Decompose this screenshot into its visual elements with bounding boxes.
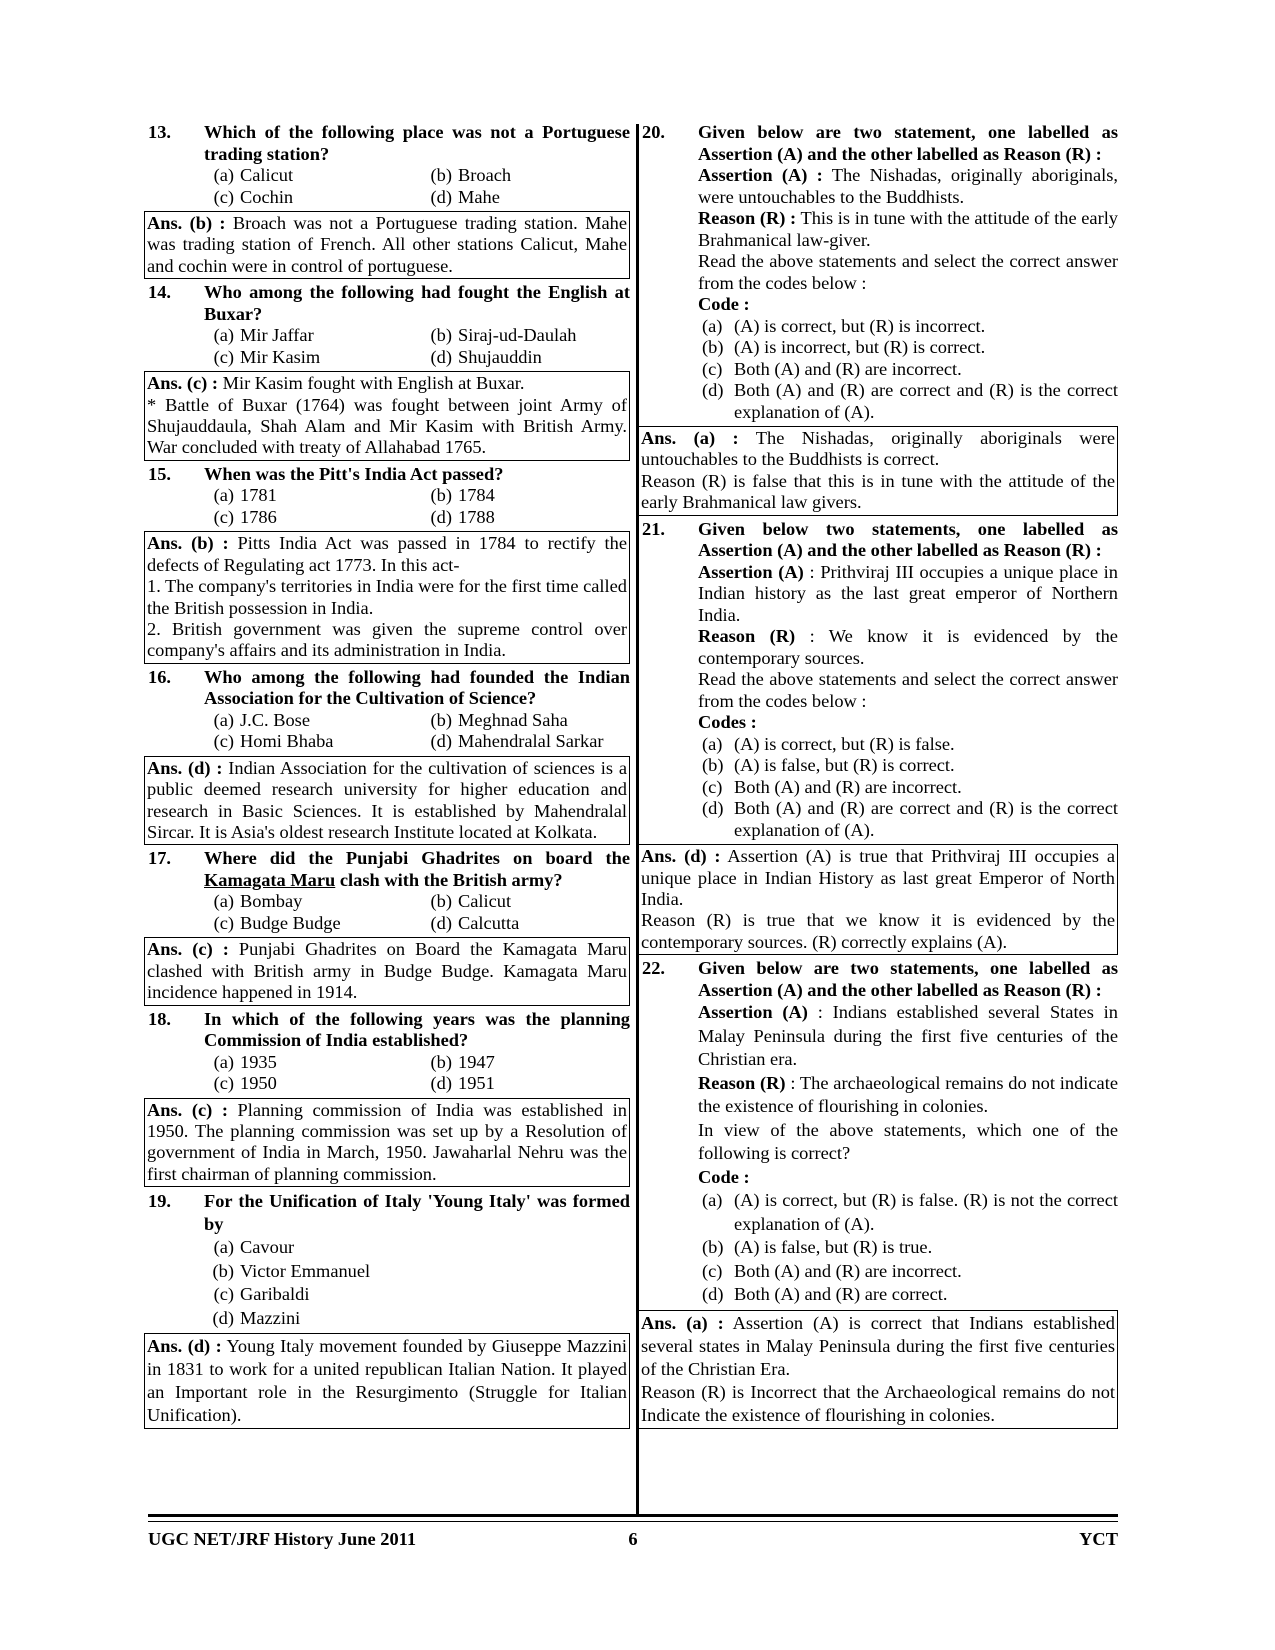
option-b: (b) (A) is incorrect, but (R) is correct.	[702, 337, 986, 357]
option-c: (c) Both (A) and (R) are incorrect.	[702, 1260, 962, 1281]
answer-point-1: 1. The company's territories in India were for the first time called the British possession in India.	[147, 576, 627, 618]
option-b: (b) Broach	[430, 165, 512, 185]
answer-label: Ans. (d) :	[147, 1336, 222, 1357]
code-label-21: Codes :	[698, 712, 757, 733]
question-18	[148, 1009, 630, 1052]
question-number: 13.	[148, 122, 171, 142]
option-c: (c) Cochin	[213, 186, 294, 207]
answer-box-16	[144, 756, 630, 846]
answer-extra: * Battle of Buxar (1764) was fought between joint Army of Shujauddaula, Shah Alam and Mir Kasim with British Army. War concluded with treaty of Allahabad 1765.	[147, 394, 627, 458]
option-d: (d) Both (A) and (R) are correct.	[702, 1284, 948, 1305]
answer-text: Young Italy movement founded by Giuseppe Mazzini in 1831 to work for a united republican Italian Nation. It played an Important role in the Resurgimento (Struggle for Italian Unification).	[147, 1336, 627, 1426]
answer-label: Ans. (b) :	[147, 213, 226, 233]
option-a: (a) Mir Jaffar	[213, 325, 314, 346]
answer-label: Ans. (c) :	[147, 1099, 228, 1120]
question-text: Who among the following had founded the Indian Association for the Cultivation of Science?	[204, 666, 630, 709]
question-text: When was the Pitt's India Act passed?	[204, 463, 504, 484]
footer-rule-thin	[148, 1521, 1118, 1522]
option-c: (c) Garibaldi	[213, 1284, 310, 1305]
answer-extra: Reason (R) is false that this is in tune with the attitude of the early Brahmanical law givers.	[641, 470, 1115, 513]
question-number: 21.	[642, 518, 665, 539]
options-18	[204, 1052, 630, 1095]
options-14	[204, 325, 630, 368]
code-label-22: Code :	[698, 1166, 750, 1187]
answer-label: Ans. (d) :	[641, 846, 721, 867]
left-column	[148, 122, 630, 1432]
answer-text: Mir Kasim fought with English at Buxar.	[222, 373, 525, 394]
answer-text: Pitts India Act was passed in 1784 to rectify the defects of Regulating act 1773. In this act-	[147, 533, 627, 575]
footer-publisher: YCT	[1079, 1529, 1118, 1549]
option-d: (d) Both (A) and (R) are correct and (R) is the correct explanation of (A).	[702, 380, 1118, 422]
option-d: (d) Mazzini	[212, 1307, 301, 1328]
option-d: (d) Both (A) and (R) are correct and (R) is the correct explanation of (A).	[702, 798, 1118, 840]
reason-22: Reason (R) : The archaeological remains do not indicate the existence of flourishing in colonies.	[698, 1072, 1118, 1117]
question-number: 16.	[148, 666, 171, 687]
option-b: (b) Siraj-ud-Daulah	[430, 325, 577, 346]
option-a: (a) Cavour	[213, 1237, 295, 1258]
answer-box-13	[144, 211, 630, 279]
question-14	[148, 282, 630, 325]
assertion-22: Assertion (A) : Indians established several States in Malay Peninsula during the first five centuries of the Christian era.	[698, 1002, 1118, 1070]
assertion-20: Assertion (A) : The Nishadas, originally aboriginals, were untouchables to the Buddhists.	[698, 165, 1118, 207]
option-c: (c) Mir Kasim	[213, 346, 321, 367]
question-19	[148, 1190, 630, 1236]
options-19	[204, 1236, 630, 1330]
footer-exam-title: UGC NET/JRF History June 2011	[148, 1529, 417, 1549]
answer-box-14	[144, 371, 630, 461]
option-b: (b) Meghnad Saha	[430, 709, 568, 730]
answer-label: Ans. (a) :	[641, 1312, 724, 1333]
option-c: (c) Budge Budge	[213, 912, 341, 933]
option-b: (b) (A) is false, but (R) is correct.	[702, 755, 955, 776]
footer-rule	[148, 1514, 1118, 1517]
answer-box-19	[144, 1333, 630, 1429]
question-number: 14.	[148, 282, 171, 303]
answer-box-17	[144, 937, 630, 1005]
option-b: (b) Victor Emmanuel	[212, 1260, 371, 1281]
answer-text: Indian Association for the cultivation of sciences is a public deemed research university for higher education and research in Basic Sciences. It is established by Mahendralal Sircar. It is Asia's oldest research Institute located at Kolkata.	[147, 757, 627, 842]
answer-box-22	[638, 1310, 1118, 1429]
reason-20: Reason (R) : This is in tune with the attitude of the early Brahmanical law-giver.	[698, 208, 1118, 250]
option-a: (a) (A) is correct, but (R) is incorrect.	[702, 315, 986, 336]
question-text: Where did the Punjabi Ghadrites on board the Kamagata Maru clash with the British army?	[204, 848, 630, 890]
answer-text: Assertion (A) is correct that Indians established several states in Malay Peninsula during the first five centuries of the Christian Era.	[641, 1312, 1115, 1379]
answer-extra: Reason (R) is Incorrect that the Archaeological remains do not Indicate the existence of flourishing in colonies.	[641, 1381, 1115, 1425]
code-label-20: Code :	[698, 294, 750, 314]
answer-label: Ans. (a) :	[641, 428, 739, 448]
question-text: Which of the following place was not a Portuguese trading station?	[204, 122, 630, 164]
options-17	[204, 891, 630, 934]
answer-text: Assertion (A) is true that Prithviraj III occupies a unique place in Indian History as last great Emperor of North India.	[641, 846, 1115, 909]
page-number: 6	[628, 1529, 638, 1549]
right-column	[642, 122, 1118, 1432]
underlined-term: Kamagata Maru	[204, 869, 336, 890]
answer-box-21	[638, 844, 1118, 955]
option-c: (c) Both (A) and (R) are incorrect.	[702, 358, 962, 379]
option-a: (a) Bombay	[213, 891, 303, 912]
question-22	[642, 958, 1118, 1001]
option-a: (a) (A) is correct, but (R) is false. (R) is not the correct explanation of (A).	[702, 1190, 1118, 1234]
answer-box-20	[638, 426, 1118, 516]
question-16	[148, 667, 630, 710]
option-c: (c) Both (A) and (R) are incorrect.	[702, 776, 962, 797]
answer-label: Ans. (d) :	[147, 757, 223, 778]
question-text: For the Unification of Italy 'Young Italy' was formed by	[204, 1191, 630, 1235]
answer-label: Ans. (c) :	[147, 939, 229, 960]
question-17	[148, 848, 630, 891]
question-text: Given below are two statements, one labelled as Assertion (A) and the other labelled as Reason (R) :	[698, 958, 1118, 1000]
options-13	[204, 165, 630, 208]
option-d: (d) Calcutta	[430, 912, 520, 933]
option-d: (d) Mahe	[430, 186, 500, 207]
question-text: In which of the following years was the planning Commission of India established?	[204, 1008, 630, 1051]
question-13	[148, 122, 630, 165]
question-text: Who among the following had fought the English at Buxar?	[204, 282, 630, 324]
option-d: (d) Shujauddin	[430, 346, 542, 367]
options-15	[204, 485, 630, 528]
answer-text: The Nishadas, originally aboriginals were untouchables to the Buddhists is correct.	[641, 428, 1115, 470]
assertion-21: Assertion (A) : Prithviraj III occupies a unique place in Indian history as the last great emperor of Northern India.	[698, 561, 1118, 625]
option-c: (c) 1786	[213, 506, 277, 527]
answer-label: Ans. (c) :	[147, 373, 218, 394]
instruction-20: Read the above statements and select the correct answer from the codes below :	[698, 251, 1118, 293]
column-divider	[636, 124, 639, 1516]
answer-text: Broach was not a Portuguese trading station. Mahe was trading station of French. All other stations Calicut, Mahe and cochin were in control of portuguese.	[147, 213, 627, 276]
option-d: (d) 1788	[430, 506, 495, 527]
answer-label: Ans. (b) :	[147, 533, 229, 554]
question-number: 20.	[642, 122, 665, 142]
answer-extra: Reason (R) is true that we know it is evidenced by the contemporary sources. (R) correctly explains (A).	[641, 910, 1115, 952]
question-text: Given below two statements, one labelled as Assertion (A) and the other labelled as Reason (R) :	[698, 518, 1118, 561]
option-c: (c) 1950	[213, 1073, 277, 1094]
question-text: Given below are two statement, one labelled as Assertion (A) and the other labelled as Reason (R) :	[698, 122, 1118, 164]
option-a: (a) 1935	[213, 1051, 277, 1072]
question-21	[642, 519, 1118, 562]
answer-point-2: 2. British government was given the supreme control over company's affairs and its administration in India.	[147, 618, 627, 661]
question-number: 19.	[148, 1191, 171, 1212]
question-number: 17.	[148, 848, 171, 869]
option-b: (b) Calicut	[430, 891, 512, 912]
options-16	[204, 710, 630, 753]
answer-text: Planning commission of India was established in 1950. The planning commission was set up by a Resolution of government of India in March, 1950. Jawaharlal Nehru was the first chairman of planning commission.	[147, 1099, 627, 1184]
option-a: (a) (A) is correct, but (R) is false.	[702, 733, 955, 754]
option-a: (a) 1781	[213, 485, 277, 506]
option-b: (b) 1947	[430, 1051, 495, 1072]
question-20	[642, 122, 1118, 165]
option-a: (a) J.C. Bose	[213, 709, 310, 730]
question-15	[148, 464, 630, 486]
answer-text: Punjabi Ghadrites on Board the Kamagata Maru clashed with British army in Budge Budge. Kamagata Maru incidence happened in 1914.	[147, 939, 627, 1003]
option-a: (a) Calicut	[213, 165, 294, 185]
question-number: 22.	[642, 958, 665, 979]
option-d: (d) Mahendralal Sarkar	[430, 731, 604, 752]
option-c: (c) Homi Bhaba	[213, 731, 334, 752]
option-b: (b) 1784	[430, 485, 495, 506]
question-number: 18.	[148, 1008, 171, 1029]
answer-box-15	[144, 531, 630, 663]
option-b: (b) (A) is false, but (R) is true.	[702, 1237, 933, 1258]
answer-box-18	[144, 1098, 630, 1188]
reason-21: Reason (R) : We know it is evidenced by the contemporary sources.	[698, 626, 1118, 668]
instruction-22: In view of the above statements, which one of the following is correct?	[698, 1119, 1118, 1164]
instruction-21: Read the above statements and select the correct answer from the codes below :	[698, 669, 1118, 711]
question-number: 15.	[148, 463, 171, 484]
option-d: (d) 1951	[430, 1073, 495, 1094]
